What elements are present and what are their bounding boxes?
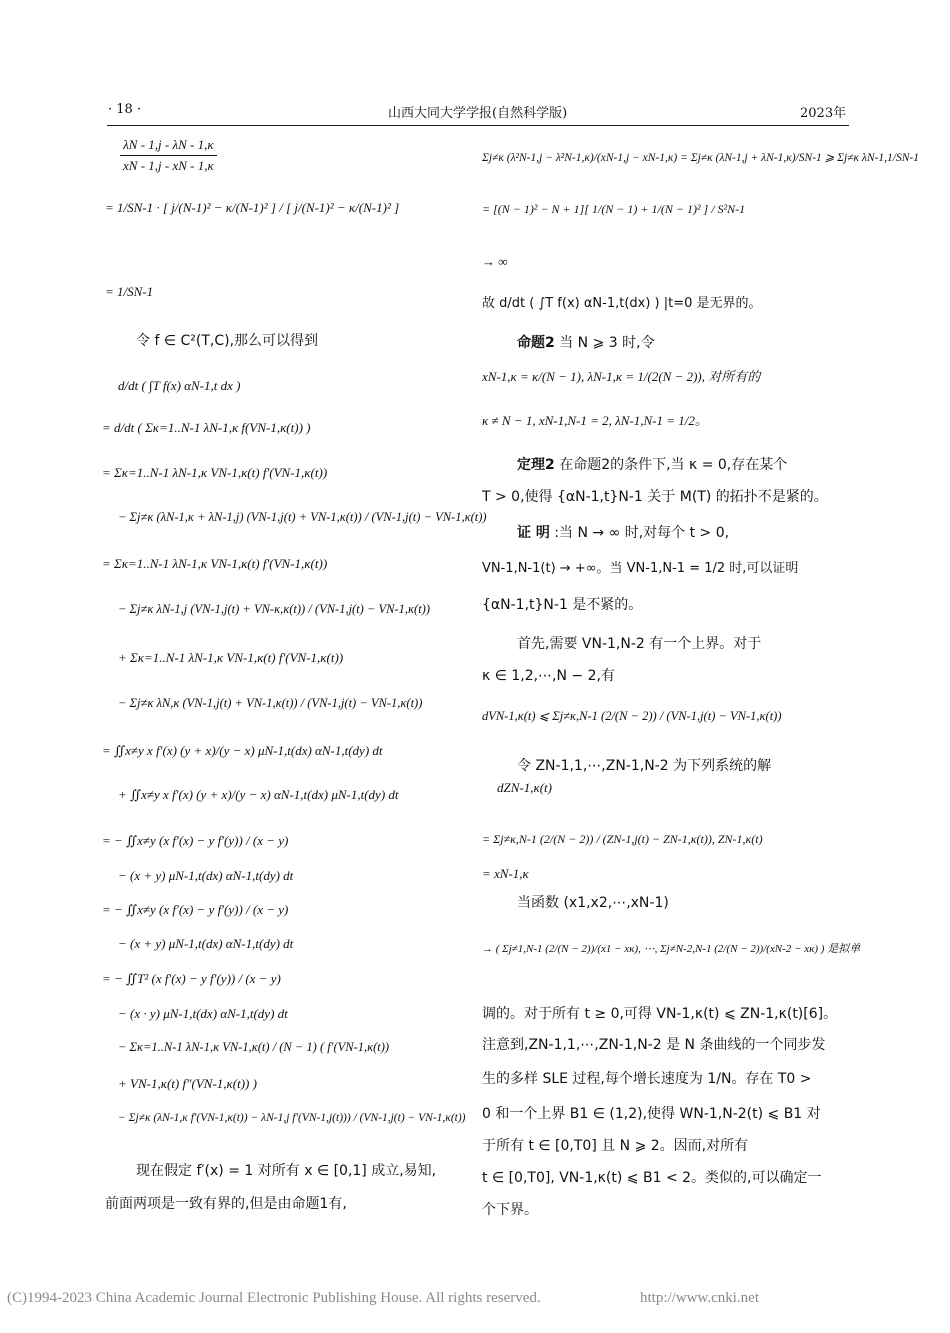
proposition-2 bbox=[517, 332, 655, 352]
formula-line: − Σj≠κ λN-1,j (VN-1,j(t) + VN-κ,κ(t)) / (VN-1,j(t) − VN-1,κ(t)) bbox=[118, 602, 431, 616]
theorem-text: 在命题2的条件下,当 κ = 0,存在某个 bbox=[559, 457, 788, 473]
formula-line: dVN-1,κ(t) ⩽ Σj≠κ,N-1 (2/(N − 2)) / (VN-1,j(t) − VN-1,κ(t)) bbox=[482, 709, 782, 723]
formula-l1 bbox=[120, 137, 217, 174]
formula-line: = [(N − 1)² − N + 1][ 1/(N − 1) + 1/(N − 1)² ] / S²N-1 bbox=[482, 202, 746, 216]
formula-line: = Σκ=1..N-1 λN-1,κ VN-1,κ(t) f′(VN-1,κ(t)) bbox=[102, 465, 328, 480]
copyright-notice: (C)1994-2023 China Academic Journal Electronic Publishing House. All rights reserved. bbox=[7, 1290, 541, 1306]
paragraph: 令 f ∈ C²(T,C),那么可以得到 bbox=[136, 333, 319, 349]
formula-line: = d/dt ( Σκ=1..N-1 λN-1,κ f(VN-1,κ(t)) ) bbox=[102, 420, 311, 435]
paragraph: 个下界。 bbox=[482, 1202, 538, 1218]
formula-l3: = 1/SN-1 bbox=[105, 284, 154, 299]
formula-line: Σj≠κ (λ²N-1,j − λ²N-1,κ)/(xN-1,j − xN-1,κ) = Σj≠κ (λN-1,j + λN-1,κ)/SN-1 ⩾ Σj≠κ λN-1,1/SN-1 bbox=[482, 152, 919, 164]
fraction-den: xN - 1,j - xN - 1,κ bbox=[123, 158, 214, 173]
proof-text: {αN-1,t}N-1 是不紧的。 bbox=[482, 597, 643, 613]
formula-line: = ∬x≠y x f′(x) (y + x)/(y − x) μN-1,t(dx) αN-1,t(dy) dt bbox=[102, 743, 383, 758]
paragraph: 生的多样 SLE 过程,每个增长速度为 1/N。存在 T0 > bbox=[482, 1071, 812, 1087]
paragraph: 注意到,ZN-1,1,⋯,ZN-1,N-2 是 N 条曲线的一个同步发 bbox=[482, 1037, 826, 1053]
formula-line: = − ∬x≠y (x f′(x) − y f′(y)) / (x − y) bbox=[102, 902, 289, 917]
formula-line: = xN-1,κ bbox=[482, 866, 529, 881]
proposition-title: 命题2 bbox=[517, 335, 555, 351]
formula-l2: = 1/SN-1 · [ j/(N-1)² − κ/(N-1)² ] / [ j/(N-1)² − κ/(N-1)² ] bbox=[105, 200, 400, 215]
issue-year: 2023年 bbox=[800, 106, 847, 121]
proof bbox=[517, 522, 729, 542]
formula-line: − (x · y) μN-1,t(dx) αN-1,t(dy) dt bbox=[118, 1006, 288, 1021]
formula-line: − (x + y) μN-1,t(dx) αN-1,t(dy) dt bbox=[118, 936, 294, 951]
formula-line: = − ∬x≠y (x f′(x) − y f′(y)) / (x − y) bbox=[102, 833, 289, 848]
theorem-text-2: T > 0,使得 {αN-1,t}N-1 关于 M(T) 的拓扑不是紧的。 bbox=[482, 489, 828, 505]
paragraph: 0 和一个上界 B1 ∈ (1,2),使得 WN-1,N-2(t) ⩽ B1 对 bbox=[482, 1106, 821, 1122]
formula-line: − (x + y) μN-1,t(dx) αN-1,t(dy) dt bbox=[118, 868, 294, 883]
fraction bbox=[120, 137, 217, 174]
formula-line: − Σj≠κ (λN-1,κ f′(VN-1,κ(t)) − λN-1,j f′(VN-1,j(t))) / (VN-1,j(t) − VN-1,κ(t)) bbox=[118, 1112, 466, 1124]
page-number: · 18 · bbox=[108, 102, 142, 117]
journal-title: 山西大同大学学报(自然科学版) bbox=[388, 106, 568, 121]
formula-line: xN-1,κ = κ/(N − 1), λN-1,κ = 1/(2(N − 2)), 对所有的 bbox=[482, 369, 761, 384]
proof-text: :当 N → ∞ 时,对每个 t > 0, bbox=[554, 525, 730, 541]
proof-title: 证 明 bbox=[517, 525, 550, 541]
formula-line: = Σj≠κ,N-1 (2/(N − 2)) / (ZN-1,j(t) − ZN-1,κ(t)), ZN-1,κ(t) bbox=[482, 832, 763, 846]
formula-line: = − ∬T² (x f′(x) − y f′(y)) / (x − y) bbox=[102, 971, 281, 986]
formula-line: − Σj≠κ (λN-1,κ + λN-1,j) (VN-1,j(t) + VN-1,κ(t)) / (VN-1,j(t) − VN-1,κ(t)) bbox=[118, 510, 487, 524]
theorem-title: 定理2 bbox=[517, 457, 555, 473]
paragraph: 于所有 t ∈ [0,T0] 且 N ⩾ 2。因而,对所有 bbox=[482, 1138, 749, 1154]
footer-url[interactable]: http://www.cnki.net bbox=[640, 1290, 760, 1306]
paragraph: 调的。对于所有 t ≥ 0,可得 VN-1,κ(t) ⩽ ZN-1,κ(t)[6]。 bbox=[482, 1006, 838, 1022]
theorem-2 bbox=[517, 454, 787, 474]
formula-line: d/dt ( ∫T f(x) αN-1,t dx ) bbox=[118, 378, 241, 393]
formula-line: − Σj≠κ λN,κ (VN-1,j(t) + VN-1,κ(t)) / (VN-1,j(t) − VN-1,κ(t)) bbox=[118, 696, 423, 710]
formula-line: + ∬x≠y x f′(x) (y + x)/(y − x) αN-1,t(dx) μN-1,t(dy) dt bbox=[118, 787, 399, 802]
paragraph: t ∈ [0,T0], VN-1,κ(t) ⩽ B1 < 2。类似的,可以确定一 bbox=[482, 1170, 822, 1186]
proposition-text: 当 N ⩾ 3 时,令 bbox=[559, 335, 655, 351]
proof-text: VN-1,N-1(t) → +∞。当 VN-1,N-1 = 1/2 时,可以证明 bbox=[482, 561, 799, 576]
formula-line: = Σκ=1..N-1 λN-1,κ VN-1,κ(t) f′(VN-1,κ(t)) bbox=[102, 556, 328, 571]
paragraph: 令 ZN-1,1,⋯,ZN-1,N-2 为下列系统的解 bbox=[517, 758, 772, 774]
formula-line: → ( Σj≠1,N-1 (2/(N − 2))/(x1 − xκ), ⋯, Σj≠N-2,N-1 (2/(N − 2))/(xN-2 − xκ) ) 是拟单 bbox=[482, 943, 861, 955]
paragraph: 现在假定 f′(x) = 1 对所有 x ∈ [0,1] 成立,易知, bbox=[136, 1163, 437, 1179]
formula-line: κ ≠ N − 1, xN-1,N-1 = 2, λN-1,N-1 = 1/2。 bbox=[482, 413, 708, 428]
formula-line: − Σκ=1..N-1 λN-1,κ VN-1,κ(t) / (N − 1) ( f′(VN-1,κ(t)) bbox=[118, 1040, 390, 1054]
formula-line: + Σκ=1..N-1 λN-1,κ VN-1,κ(t) f′(VN-1,κ(t)) bbox=[118, 650, 344, 665]
paragraph: κ ∈ 1,2,⋯,N − 2,有 bbox=[482, 668, 615, 684]
paragraph: 当函数 (x1,x2,⋯,xN-1) bbox=[517, 895, 669, 911]
fraction-num: λN - 1,j - λN - 1,κ bbox=[120, 137, 217, 156]
formula-line: 故 d/dt ( ∫T f(x) αN-1,t(dx) ) |t=0 是无界的。 bbox=[482, 296, 762, 311]
paragraph: 前面两项是一致有界的,但是由命题1有, bbox=[105, 1196, 347, 1212]
header-rule bbox=[107, 125, 849, 126]
formula-line: + VN-1,κ(t) f″(VN-1,κ(t)) ) bbox=[118, 1076, 257, 1091]
paragraph: 首先,需要 VN-1,N-2 有一个上界。对于 bbox=[517, 636, 762, 652]
formula-line: dZN-1,κ(t) bbox=[497, 780, 552, 795]
formula-line: → ∞ bbox=[482, 254, 508, 269]
